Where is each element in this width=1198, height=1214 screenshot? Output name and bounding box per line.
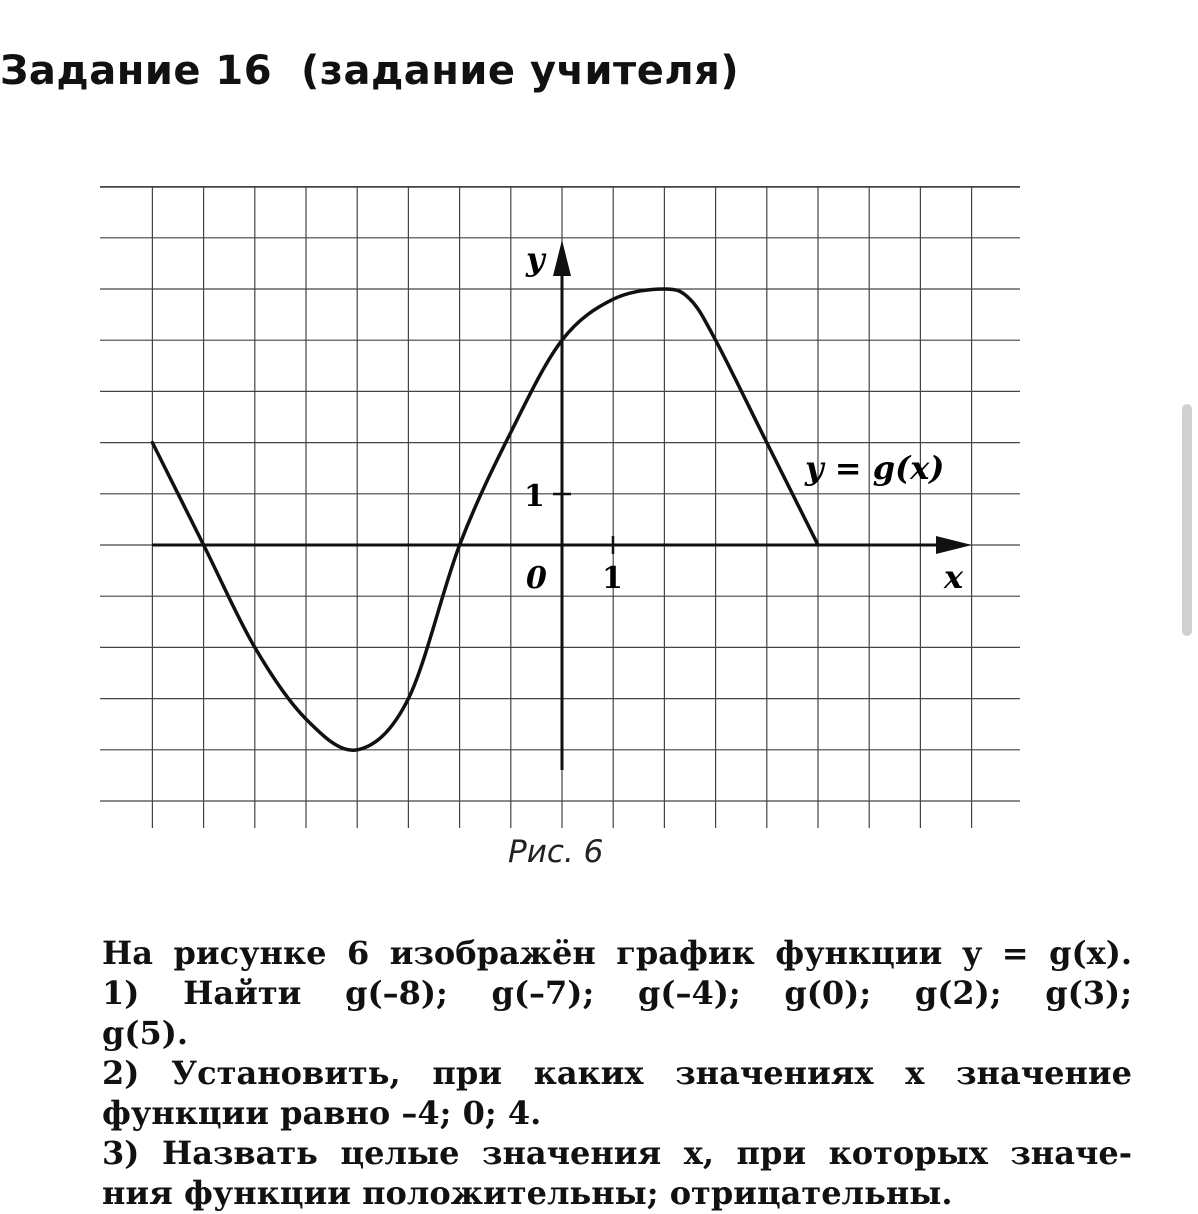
y-axis-label: y — [526, 240, 545, 278]
y-axis-arrow — [553, 240, 571, 276]
problem-line-2: 1) Найти g(–8); g(–7); g(–4); g(0); g(2); g(3); — [102, 974, 1132, 1012]
series-line-g — [152, 289, 818, 750]
problem-line-3: g(5). — [102, 1014, 189, 1052]
problem-line-4: 2) Установить, при каких значениях x значение — [102, 1054, 1132, 1092]
x-axis-label: x — [944, 558, 964, 596]
x-axis-arrow — [936, 536, 972, 554]
origin-label: 0 — [526, 561, 547, 596]
function-label: y = g(x) — [805, 449, 945, 487]
problem-line-7: ния функции положительны; отрицательны. — [102, 1174, 953, 1212]
axes — [152, 240, 972, 770]
y-unit-label: 1 — [524, 479, 545, 514]
task-title: Задание 16 (задание учителя) — [0, 48, 740, 94]
problem-text — [102, 934, 1132, 1214]
x-unit-label: 1 — [602, 561, 623, 596]
grid — [100, 187, 1020, 828]
problem-line-5: функции равно –4; 0; 4. — [102, 1094, 542, 1132]
problem-line-6: 3) Назвать целые значения x, при которых значе- — [102, 1134, 1132, 1172]
axis-labels — [524, 240, 964, 596]
problem-line-1: На рисунке 6 изображён график функции y = g(x). — [102, 934, 1132, 972]
figure-caption: Рис. 6 — [508, 834, 604, 870]
scrollbar-thumb[interactable] — [1182, 404, 1192, 636]
